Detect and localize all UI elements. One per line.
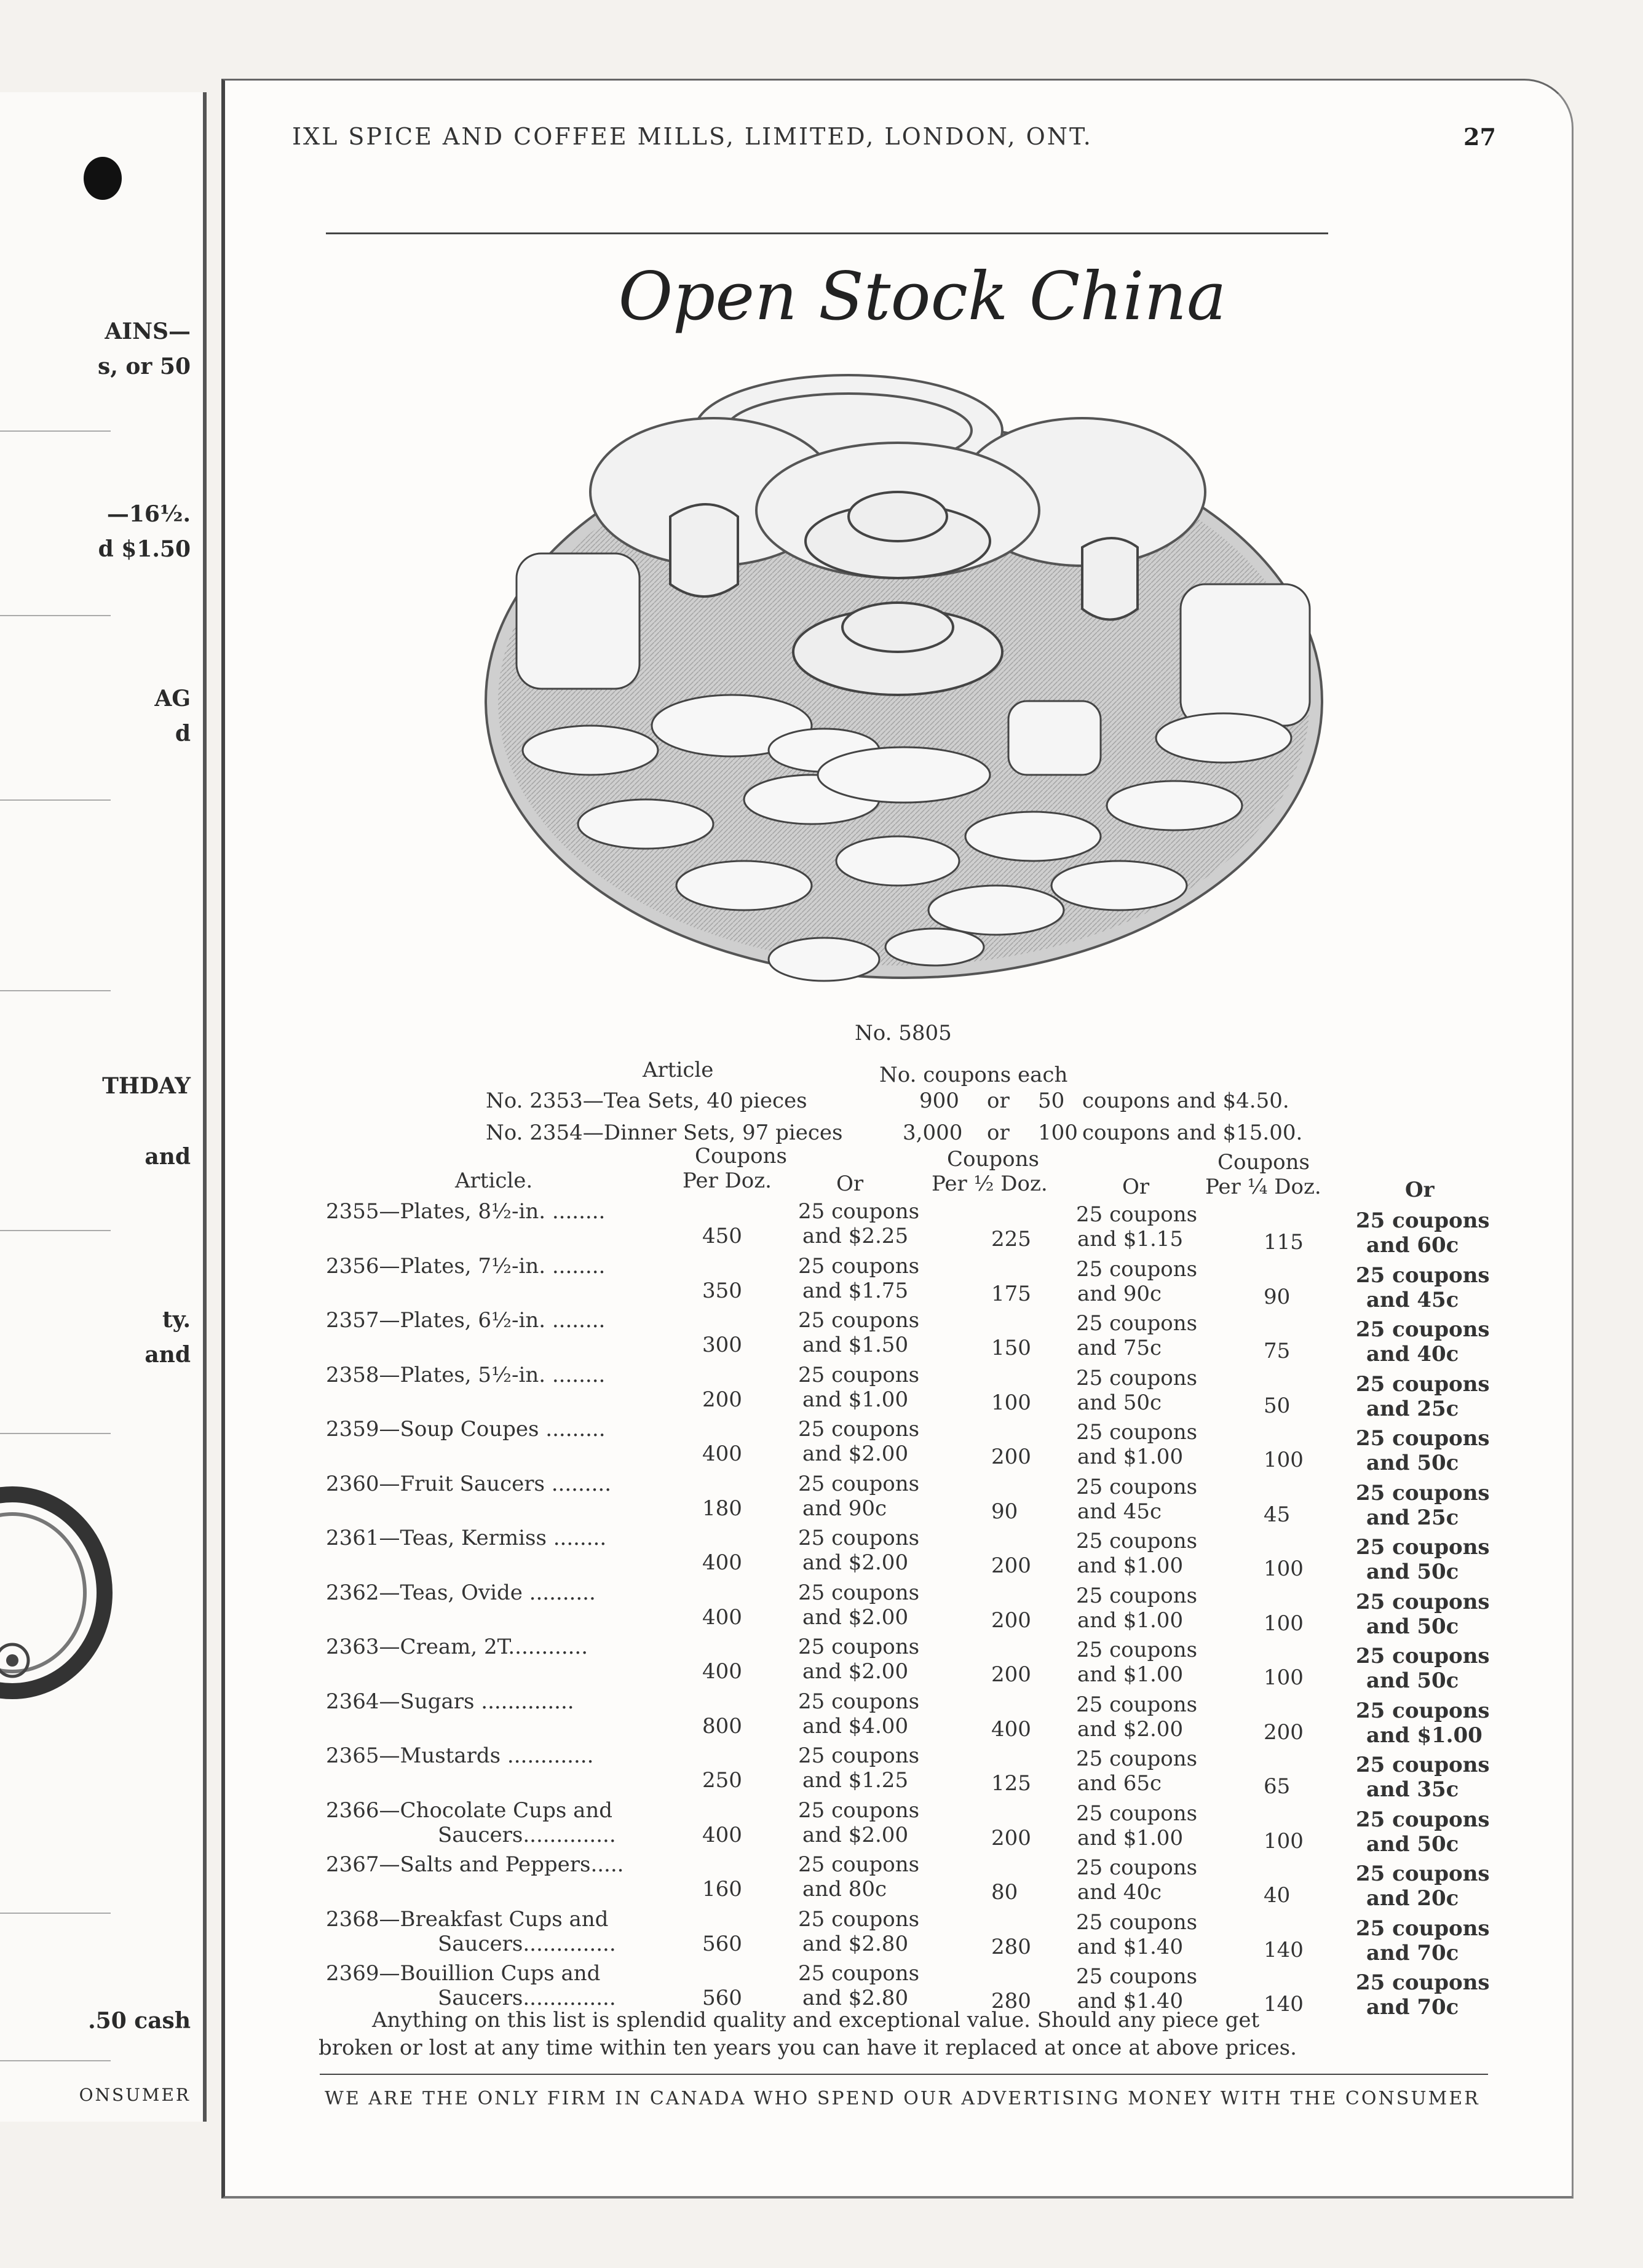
table-row-or-quarter-price: and 20c [1366,1886,1459,1911]
bracelet-illustration [0,1470,117,1716]
table-row-per-half: 100 [991,1390,1031,1415]
left-fragment: AINS— [105,319,191,344]
table-row-per-quarter: 115 [1264,1230,1304,1255]
table-row-or-quarter-coupons: 25 coupons [1356,1916,1490,1941]
page-title: Open Stock China [618,258,1227,335]
left-fragment: AG [154,686,191,712]
table-row-per-half: 400 [991,1717,1031,1742]
illustration-number: No. 5805 [855,1021,952,1045]
table-row-article: 2357—Plates, 6½-in. ........ [326,1308,606,1333]
table-row-article-cont: Saucers.............. [438,1932,616,1956]
table-row-article: 2367—Salts and Peppers..... [326,1852,624,1877]
table-row-or-quarter-price: and 40c [1366,1342,1459,1366]
table-row-or-half-coupons: 25 coupons [1076,1420,1198,1445]
guarantee-note-line1: Anything on this list is splendid quality and exceptional value. Should any piece get [372,2008,1260,2032]
table-row-or-half-price: and 45c [1077,1499,1162,1524]
table-row-article: 2363—Cream, 2T............ [326,1635,588,1659]
left-divider [0,990,111,991]
table-row-per-doz: 400 [702,1659,742,1684]
table-row-or-half-price: and $2.00 [1077,1717,1184,1742]
left-divider [0,615,111,616]
table-row-or-doz-coupons: 25 coupons [798,1743,920,1768]
table-row-or-quarter-price: and 50c [1366,1451,1459,1475]
table-row-article: 2362—Teas, Ovide .......... [326,1580,596,1605]
table-row-per-half: 200 [991,1826,1031,1850]
left-divider [0,1913,111,1914]
table-row-or-doz-coupons: 25 coupons [798,1199,920,1224]
set-row-price: coupons and $4.50. [1082,1088,1289,1113]
set-row-article: No. 2353—Tea Sets, 40 pieces [486,1088,807,1113]
left-fragment: d [175,721,191,747]
set-row-alt-coupons: 50 [1038,1088,1065,1113]
table-row-or-doz-price: and 90c [802,1496,887,1521]
table-row-or-doz-price: and $2.00 [802,1659,909,1684]
table-row-or-doz-price: and 80c [802,1877,887,1901]
table-row-per-half: 125 [991,1771,1031,1796]
page-number: 27 [1463,123,1496,151]
header-or-half: Or [1122,1175,1150,1199]
table-row-or-doz-price: and $1.25 [802,1768,909,1793]
set-row-coupons: 3,000 [903,1120,963,1145]
table-row-per-quarter: 45 [1264,1502,1291,1527]
table-row-or-quarter-coupons: 25 coupons [1356,1317,1490,1342]
table-row-or-quarter-price: and 25c [1366,1397,1459,1421]
table-row-or-doz-price: and $2.25 [802,1224,909,1248]
table-row-or-doz-price: and $2.00 [802,1823,909,1847]
table-row-or-half-coupons: 25 coupons [1076,1202,1198,1227]
table-row-per-quarter: 90 [1264,1285,1291,1309]
table-row-or-quarter-price: and 50c [1366,1832,1459,1857]
table-row-or-doz-coupons: 25 coupons [798,1580,920,1605]
table-row-per-doz: 400 [702,1605,742,1630]
table-row-or-quarter-coupons: 25 coupons [1356,1970,1490,1995]
table-row-per-quarter: 40 [1264,1883,1291,1908]
table-row-or-doz-coupons: 25 coupons [798,1526,920,1550]
table-row-or-quarter-coupons: 25 coupons [1356,1208,1490,1233]
table-row-per-half: 90 [991,1499,1018,1524]
table-row-or-doz-price: and $4.00 [802,1714,909,1739]
table-row-per-doz: 400 [702,1823,742,1847]
left-divider [0,1433,111,1434]
table-row-article: 2364—Sugars .............. [326,1689,574,1714]
table-row-or-doz-coupons: 25 coupons [798,1308,920,1333]
table-row-article: 2366—Chocolate Cups and [326,1798,613,1823]
table-row-or-quarter-price: and 50c [1366,1560,1459,1584]
header-coupons-quarter: Coupons [1217,1150,1310,1175]
table-row-or-half-price: and $1.00 [1077,1553,1184,1578]
table-row-or-doz-price: and $2.00 [802,1605,909,1630]
table-row-or-quarter-price: and 50c [1366,1668,1459,1693]
table-row-per-doz: 400 [702,1441,742,1466]
table-row-or-half-coupons: 25 coupons [1076,1529,1198,1553]
china-illustration [467,357,1340,984]
table-row-or-quarter-price: and 50c [1366,1614,1459,1639]
table-row-or-doz-coupons: 25 coupons [798,1417,920,1441]
table-row-or-half-price: and $1.40 [1077,1989,1184,2013]
table-row-or-quarter-price: and 70c [1366,1995,1459,2020]
table-row-article: 2358—Plates, 5½-in. ........ [326,1363,606,1387]
table-row-or-quarter-coupons: 25 coupons [1356,1590,1490,1614]
table-row-or-quarter-price: and 35c [1366,1777,1459,1802]
table-row-per-doz: 250 [702,1768,742,1793]
running-header: IXL SPICE AND COFFEE MILLS, LIMITED, LONDON, ONT. [292,123,1093,150]
table-row-or-doz-coupons: 25 coupons [798,1798,920,1823]
table-row-article: 2361—Teas, Kermiss ........ [326,1526,607,1550]
header-coupons-doz: Coupons [695,1144,787,1168]
left-fragment: —16½. [106,501,191,527]
left-divider [0,430,111,432]
table-row-or-half-price: and $1.00 [1077,1662,1184,1687]
table-row-or-quarter-coupons: 25 coupons [1356,1862,1490,1886]
left-divider [0,1230,111,1231]
header-rule [326,232,1328,234]
table-row-or-quarter-coupons: 25 coupons [1356,1372,1490,1397]
table-row-or-doz-coupons: 25 coupons [798,1254,920,1279]
left-fragment: d $1.50 [98,536,191,562]
table-row-article: 2365—Mustards ............. [326,1743,594,1768]
table-row-or-quarter-coupons: 25 coupons [1356,1699,1490,1723]
table-row-or-half-price: and 75c [1077,1336,1162,1360]
table-row-or-half-price: and $1.15 [1077,1227,1184,1251]
table-row-per-quarter: 100 [1264,1611,1304,1636]
table-row-article: 2368—Breakfast Cups and [326,1907,609,1932]
table-row-per-quarter: 100 [1264,1829,1304,1854]
table-row-or-half-coupons: 25 coupons [1076,1366,1198,1390]
left-fragment: s, or 50 [98,354,191,379]
table-row-article: 2360—Fruit Saucers ......... [326,1472,612,1496]
table-row-per-doz: 560 [702,1932,742,1956]
set-row-or: or [987,1120,1010,1145]
table-row-per-quarter: 75 [1264,1339,1291,1363]
table-row-per-half: 150 [991,1336,1031,1360]
left-fragment: and [145,1342,191,1368]
table-row-or-quarter-coupons: 25 coupons [1356,1426,1490,1451]
table-row-per-half: 200 [991,1553,1031,1578]
table-row-or-half-coupons: 25 coupons [1076,1692,1198,1717]
table-row-or-doz-price: and $2.80 [802,1932,909,1956]
table-row-or-quarter-coupons: 25 coupons [1356,1753,1490,1777]
table-row-or-half-coupons: 25 coupons [1076,1584,1198,1608]
table-row-or-half-price: and 65c [1077,1771,1162,1796]
table-row-per-half: 280 [991,1935,1031,1959]
table-row-per-doz: 560 [702,1986,742,2010]
table-row-per-doz: 160 [702,1877,742,1901]
set-row-or: or [987,1088,1010,1113]
left-divider [0,799,111,801]
table-row-per-quarter: 100 [1264,1665,1304,1690]
left-fragment: THDAY [102,1073,191,1099]
table-row-or-half-price: and $1.00 [1077,1826,1184,1850]
table-row-per-quarter: 100 [1264,1556,1304,1581]
table-row-article-cont: Saucers.............. [438,1986,616,2010]
table-row-or-quarter-price: and 25c [1366,1505,1459,1530]
left-fragment: .50 cash [88,2008,191,2034]
left-fragment: and [145,1144,191,1170]
table-row-or-quarter-price: and 60c [1366,1233,1459,1258]
table-row-per-half: 200 [991,1445,1031,1469]
table-row-per-quarter: 140 [1264,1938,1304,1962]
table-row-or-half-price: and 90c [1077,1282,1162,1306]
table-row-per-doz: 300 [702,1333,742,1357]
table-row-or-half-coupons: 25 coupons [1076,1801,1198,1826]
set-row-price: coupons and $15.00. [1082,1120,1303,1145]
table-row-article-cont: Saucers.............. [438,1823,616,1847]
table-row-or-doz-price: and $2.00 [802,1550,909,1575]
set-row-article: No. 2354—Dinner Sets, 97 pieces [486,1120,843,1145]
table-row-or-doz-coupons: 25 coupons [798,1635,920,1659]
table-row-or-doz-coupons: 25 coupons [798,1472,920,1496]
table-row-or-doz-coupons: 25 coupons [798,1852,920,1877]
table-row-per-quarter: 65 [1264,1774,1291,1799]
table-row-per-doz: 180 [702,1496,742,1521]
header-or-quarter: Or [1405,1178,1435,1202]
header-article: Article. [455,1168,533,1193]
table-row-or-doz-coupons: 25 coupons [798,1363,920,1387]
sets-coupons-header: No. coupons each [879,1063,1068,1087]
table-row-per-half: 280 [991,1989,1031,2013]
table-row-article: 2359—Soup Coupes ......... [326,1417,606,1441]
table-row-per-doz: 350 [702,1279,742,1303]
table-row-per-half: 80 [991,1880,1018,1905]
table-row-or-quarter-coupons: 25 coupons [1356,1807,1490,1832]
table-row-or-quarter-coupons: 25 coupons [1356,1644,1490,1668]
table-row-or-half-coupons: 25 coupons [1076,1747,1198,1771]
binder-hole [84,157,122,200]
table-row-or-half-coupons: 25 coupons [1076,1964,1198,1989]
table-row-or-quarter-price: and $1.00 [1366,1723,1483,1748]
table-row-or-half-price: and 50c [1077,1390,1162,1415]
left-divider [0,2060,111,2061]
table-row-per-half: 175 [991,1282,1031,1306]
table-row-or-quarter-coupons: 25 coupons [1356,1535,1490,1560]
sets-article-header: Article [643,1058,714,1082]
table-row-or-half-coupons: 25 coupons [1076,1311,1198,1336]
table-row-or-half-coupons: 25 coupons [1076,1257,1198,1282]
set-row-coupons: 900 [919,1088,959,1113]
footer-slogan: WE ARE THE ONLY FIRM IN CANADA WHO SPEND OUR ADVERTISING MONEY WITH THE CONSUMER [325,2088,1480,2109]
header-or-doz: Or [836,1172,864,1196]
table-row-or-half-coupons: 25 coupons [1076,1910,1198,1935]
guarantee-note-line2: broken or lost at any time within ten years you can have it replaced at once at above prices. [319,2036,1297,2060]
left-fragment: ty. [162,1307,191,1333]
header-coupons-half: Coupons [947,1147,1039,1172]
header-per-half: Per ½ Doz. [932,1172,1048,1196]
table-row-per-doz: 450 [702,1224,742,1248]
table-row-per-quarter: 200 [1264,1720,1304,1745]
table-row-per-half: 200 [991,1608,1031,1633]
table-row-or-doz-price: and $2.80 [802,1986,909,2010]
footer-rule [320,2074,1488,2075]
table-row-or-quarter-price: and 45c [1366,1288,1459,1312]
table-row-per-doz: 400 [702,1550,742,1575]
table-row-article: 2369—Bouillion Cups and [326,1961,601,1986]
table-row-per-half: 225 [991,1227,1031,1251]
table-row-or-half-coupons: 25 coupons [1076,1855,1198,1880]
table-row-or-half-coupons: 25 coupons [1076,1638,1198,1662]
table-row-per-doz: 800 [702,1714,742,1739]
set-row-alt-coupons: 100 [1038,1120,1078,1145]
table-row-or-doz-price: and $1.00 [802,1387,909,1412]
table-row-or-half-price: and $1.40 [1077,1935,1184,1959]
left-page-fragment [0,92,207,2122]
table-row-or-half-price: and 40c [1077,1880,1162,1905]
table-row-or-quarter-coupons: 25 coupons [1356,1263,1490,1288]
table-row-or-quarter-coupons: 25 coupons [1356,1481,1490,1505]
table-row-or-half-price: and $1.00 [1077,1445,1184,1469]
table-row-or-doz-price: and $1.75 [802,1279,909,1303]
table-row-per-half: 200 [991,1662,1031,1687]
table-row-or-half-price: and $1.00 [1077,1608,1184,1633]
table-row-or-doz-price: and $1.50 [802,1333,909,1357]
table-row-per-doz: 200 [702,1387,742,1412]
table-row-or-doz-price: and $2.00 [802,1441,909,1466]
header-per-doz: Per Doz. [683,1168,772,1193]
table-row-article: 2355—Plates, 8½-in. ........ [326,1199,606,1224]
table-row-per-quarter: 100 [1264,1448,1304,1472]
table-row-or-doz-coupons: 25 coupons [798,1907,920,1932]
table-row-or-doz-coupons: 25 coupons [798,1689,920,1714]
left-fragment: ONSUMER [79,2085,191,2105]
table-row-per-quarter: 140 [1264,1992,1304,2016]
table-row-or-half-coupons: 25 coupons [1076,1475,1198,1499]
table-row-per-quarter: 50 [1264,1394,1291,1418]
header-per-quarter: Per ¼ Doz. [1205,1175,1321,1199]
table-row-or-quarter-price: and 70c [1366,1941,1459,1965]
table-row-article: 2356—Plates, 7½-in. ........ [326,1254,606,1279]
table-row-or-doz-coupons: 25 coupons [798,1961,920,1986]
